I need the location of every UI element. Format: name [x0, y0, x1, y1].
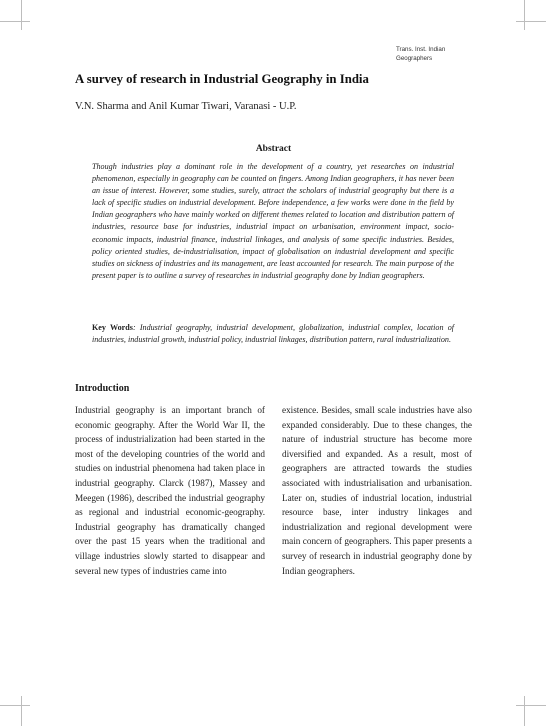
body-column-left: Industrial geography is an important branch of economic geography. After the World War II, the process of industrialization had been started in the most of the developing countries of the world and studies on industrial phenomena had taken place in industrial geography. Clarck (1987), Massey and Meegen (1986), described the industrial geography as regional and industrial economic-geography. Industrial geography has dramatically changed over the past 15 years when the traditional and village industries slowly started to disappear and several new types of industries came into — [75, 405, 265, 576]
keywords-text: : Industrial geography, industrial development, globalization, industrial complex, location of industries, industrial growth, industrial policy, industrial linkages, distribution pattern, rural industrialization. — [92, 323, 455, 345]
crop-mark — [516, 705, 546, 706]
crop-mark — [21, 696, 22, 726]
abstract-text: Though industries play a dominant role in the development of a country, yet researches on industrial phenomenon, especially in geography can be counted on fingers. Among Indian geographers, it has never been an issue of interest. However, some studies, surely, attract the scholars of industrial geography but there is a lack of specific studies on industrial development. Before independence, a few works were done in the field by Indian geographers who have mainly worked on different themes related to location and distribution pattern of industries, resource base for industries, industrial impact on urbanisation, environment impact, socio-economic impacts, industrial finance, industrial linkages, and analysis of some specific industries. Besides, policy oriented studies, de-industrialisation, impact of globalisation on industrial development and specific studies on sickness of industries and its management, are least accounted for research. The main purpose of the present paper is to outline a survey of researches in industrial geography done by Indian geographers. — [92, 162, 454, 280]
crop-mark — [0, 705, 30, 706]
body-column-right: existence. Besides, small scale industries have also expanded considerably. Due to these changes, the nature of industrial structure has become more diversified and expanded. As a result, most of geographers are attracted towards the studies associated with industrialisation and urbanisation. Later on, studies of industrial location, industrial resource base, inter industry linkages and industrialization and regional development were main concern of geographers. This paper presents a survey of research in industrial geography done by Indian geographers. — [282, 405, 472, 576]
keywords — [92, 322, 454, 346]
crop-mark — [524, 0, 525, 30]
crop-mark — [0, 21, 30, 22]
journal-ref-line: Trans. Inst. Indian — [396, 46, 446, 53]
journal-reference — [396, 45, 466, 63]
keywords-label: Key Words — [92, 323, 133, 332]
paper-authors: V.N. Sharma and Anil Kumar Tiwari, Varanasi - U.P. — [75, 101, 297, 112]
crop-mark — [524, 696, 525, 726]
abstract-heading: Abstract — [255, 144, 292, 154]
paper-title: A survey of research in Industrial Geography in India — [75, 72, 369, 86]
journal-ref-line: Geographers — [396, 55, 433, 62]
section-heading-introduction: Introduction — [75, 383, 130, 394]
crop-mark — [516, 21, 546, 22]
crop-mark — [21, 0, 22, 30]
